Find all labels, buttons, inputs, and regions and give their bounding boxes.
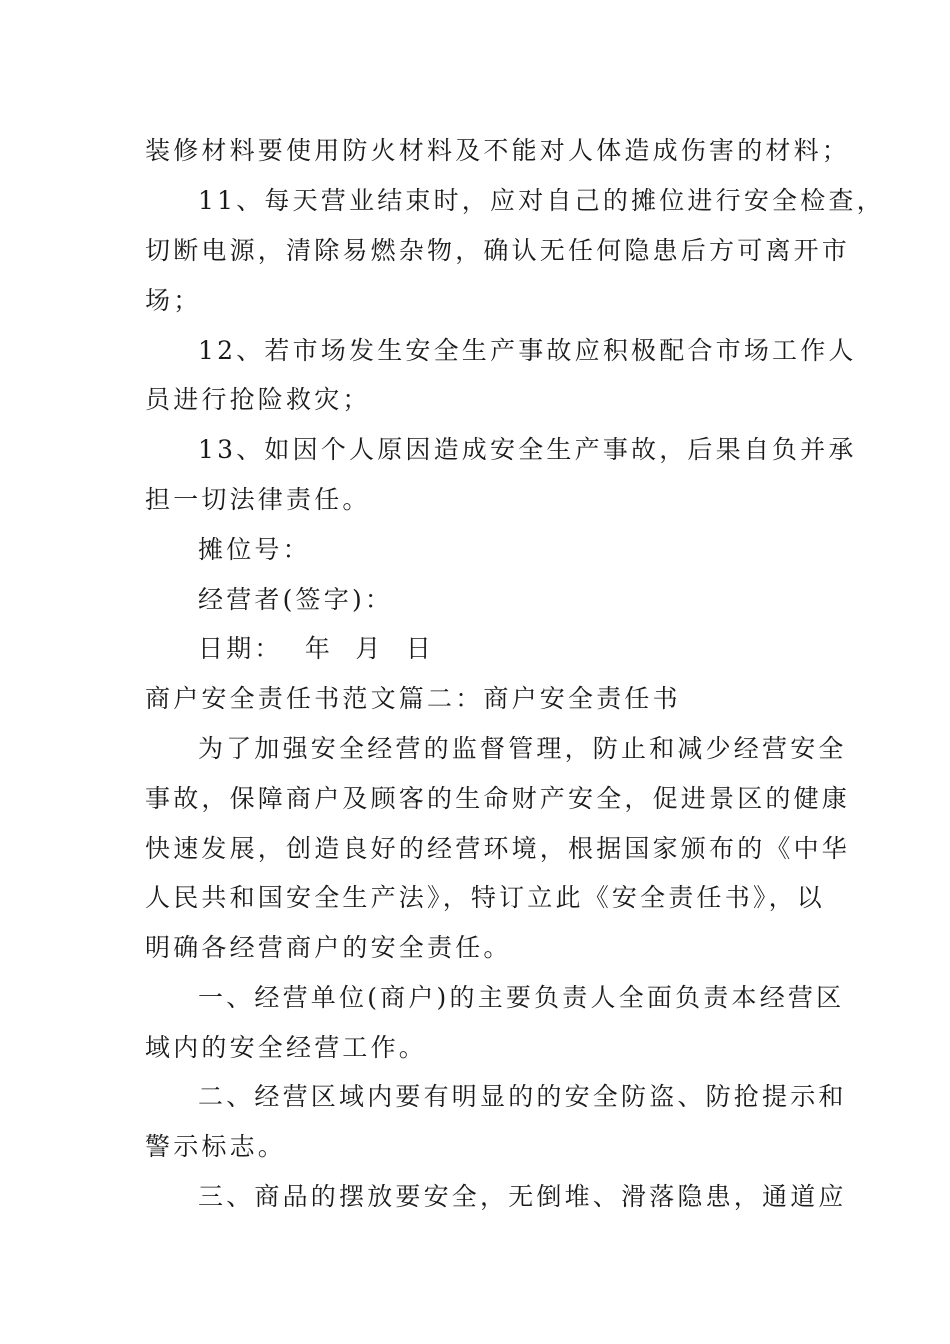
- text-line: 明确各经营商户的安全责任。: [145, 933, 512, 962]
- text-line: 13、如因个人原因造成安全生产事故，后果自负并承: [198, 435, 857, 464]
- text-line: 快速发展，创造良好的经营环境，根据国家颁布的《中华: [145, 834, 851, 863]
- section-heading: 商户安全责任书范文篇二：商户安全责任书: [145, 684, 681, 713]
- text-line: 一、经营单位(商户)的主要负责人全面负责本经营区: [198, 983, 845, 1012]
- date-label: 日期： 年 月 日: [198, 634, 435, 663]
- text-line: 警示标志。: [145, 1132, 287, 1161]
- text-line: 域内的安全经营工作。: [145, 1033, 428, 1062]
- operator-signature-label: 经营者(签字)：: [198, 585, 394, 614]
- text-line: 担一切法律责任。: [145, 485, 371, 514]
- text-line: 员进行抢险救灾；: [145, 385, 371, 414]
- stall-number-label: 摊位号：: [198, 535, 311, 564]
- text-line: 装修材料要使用防火材料及不能对人体造成伤害的材料；: [145, 136, 851, 165]
- text-line: 事故，保障商户及顾客的生命财产安全，促进景区的健康: [145, 784, 851, 813]
- text-line: 为了加强安全经营的监督管理，防止和减少经营安全: [198, 734, 847, 763]
- text-line: 切断电源，清除易燃杂物，确认无任何隐患后方可离开市: [145, 236, 851, 265]
- text-line: 11、每天营业结束时，应对自己的摊位进行安全检查，: [198, 186, 885, 215]
- text-line: 人民共和国安全生产法》，特订立此《安全责任书》，以: [145, 883, 826, 912]
- text-line: 场；: [145, 286, 202, 315]
- text-line: 三、商品的摆放要安全，无倒堆、滑落隐患，通道应: [198, 1182, 847, 1211]
- text-line: 12、若市场发生安全生产事故应积极配合市场工作人: [198, 336, 857, 365]
- text-line: 二、经营区域内要有明显的的安全防盗、防抢提示和: [198, 1082, 847, 1111]
